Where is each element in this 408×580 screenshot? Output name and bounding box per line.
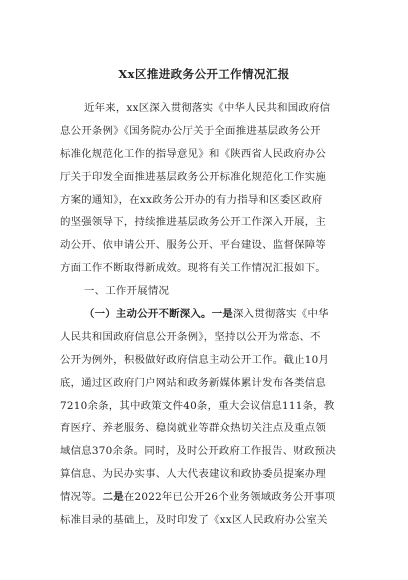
paragraph-line: 息公开条例》《国务院办公厅关于全面推进基层政务公开 [60, 124, 321, 137]
emphasis-label: 一是 [211, 308, 233, 321]
paragraph-line: 人民共和国政府信息公开条例》，坚持以公开为常态、不 [60, 330, 321, 343]
paragraph-line: 动公开、依申请公开、服务公开、平台建设、监督保障等 [60, 239, 327, 252]
paragraph-line: 的坚强领导下，持续推进基层政务公开工作深入开展，主 [60, 216, 327, 229]
document-title: Xx区推进政务公开工作情况汇报 [118, 67, 290, 81]
paragraph-line: 标准目录的基础上，及时印发了《xx区人民政府办公室关 [60, 514, 328, 527]
line-text: 在2022年已公开26个业务领域政务公开事项 [123, 491, 336, 504]
paragraph-line: 算信息、为民办实事、人大代表建议和政协委员提案办理 [60, 468, 327, 481]
paragraph-line: 方案的通知》，在xx政务公开办的有力指导和区委区政府 [60, 193, 323, 206]
paragraph-line: 育医疗、养老服务、稳岗就业等群众热切关注点及重点领 [60, 422, 327, 435]
paragraph-line: 域信息370余条。同时，及时公开政府工作报告、财政预决 [60, 445, 336, 458]
paragraph-line: 7210余条，其中政策文件40条，重大会议信息111条，教 [60, 399, 335, 412]
line-text: 深入贯彻落实《中华 [232, 308, 329, 321]
paragraph-line: 底，通过区政府门户网站和政务新媒体累计发布各类信息 [60, 376, 327, 389]
paragraph-line [60, 303, 352, 326]
emphasis-label: 二是 [102, 491, 124, 504]
paragraph-line: 公开为例外，积极做好政府信息主动公开工作。截止10月 [60, 353, 330, 366]
paragraph-line: 方面工作不断取得新成效。现将有关工作情况汇报如下。 [60, 262, 327, 275]
paragraph-line [60, 486, 352, 509]
section-heading: 一、工作开展情况 [84, 285, 170, 298]
document-body [60, 97, 352, 532]
paragraph-line: 标准化规范化工作的指导意见》和《陕西省人民政府办公 [60, 147, 327, 160]
paragraph-line: 近年来，xx区深入贯彻落实《中华人民共和国政府信 [84, 102, 331, 114]
subsection-heading: （一）主动公开不断深入。 [84, 308, 212, 321]
line-text: 情况等。 [60, 491, 103, 504]
paragraph-line: 厅关于印发全面推进基层政务公开标准化规范化工作实施 [60, 170, 327, 183]
